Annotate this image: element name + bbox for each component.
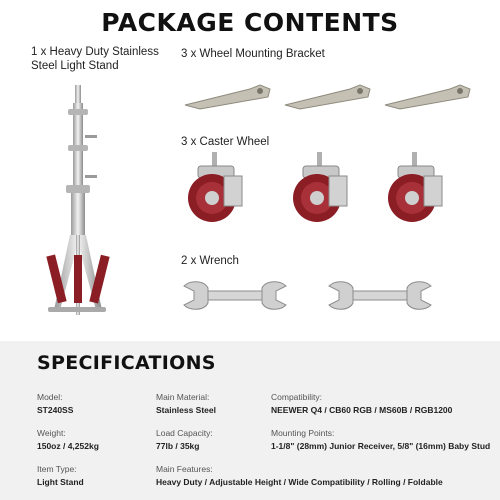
bracket-label: 3 x Wheel Mounting Bracket xyxy=(181,48,325,60)
specifications-title: SPECIFICATIONS xyxy=(37,352,216,374)
wrench-label: 2 x Wrench xyxy=(181,255,239,267)
light-stand-image xyxy=(40,85,140,325)
load-capacity-label: Load Capacity: xyxy=(156,428,213,438)
weight-label: Weight: xyxy=(37,428,66,438)
page-title: PACKAGE CONTENTS xyxy=(101,8,399,37)
item-type-label: Item Type: xyxy=(37,464,77,474)
stand-label-line1: 1 x Heavy Duty Stainless xyxy=(31,46,159,58)
mounting-points-label: Mounting Points: xyxy=(271,428,335,438)
model-label: Model: xyxy=(37,392,63,402)
wrench-2 xyxy=(329,282,431,310)
weight-value: 150oz / 4,252kg xyxy=(37,441,99,451)
material-label: Main Material: xyxy=(156,392,210,402)
bracket-2 xyxy=(285,85,370,109)
wrench-images xyxy=(180,278,440,312)
mounting-points-value: 1-1/8" (28mm) Junior Receiver, 5/8" (16mm) Baby Stud xyxy=(271,441,491,451)
caster-3 xyxy=(388,152,442,222)
wrench-1 xyxy=(184,282,286,310)
bracket-1 xyxy=(185,85,270,109)
item-type-value: Light Stand xyxy=(37,477,84,487)
caster-2 xyxy=(293,152,347,222)
main-features-label: Main Features: xyxy=(156,464,213,474)
load-capacity-value: 77lb / 35kg xyxy=(156,441,200,451)
bracket-images xyxy=(180,75,480,115)
caster-label: 3 x Caster Wheel xyxy=(181,136,270,148)
bracket-3 xyxy=(385,85,470,109)
main-features-value: Heavy Duty / Adjustable Height / Wide Compatibility / Rolling / Foldable xyxy=(156,477,443,487)
compatibility-label: Compatibility: xyxy=(271,392,323,402)
material-value: Stainless Steel xyxy=(156,405,217,415)
stand-label-line2: Steel Light Stand xyxy=(31,60,119,72)
stand-label xyxy=(31,45,159,73)
caster-1 xyxy=(188,152,242,222)
compatibility-value: NEEWER Q4 / CB60 RGB / MS60B / RGB1200 xyxy=(271,405,453,415)
caster-images xyxy=(180,152,450,227)
model-value: ST240SS xyxy=(37,405,74,415)
